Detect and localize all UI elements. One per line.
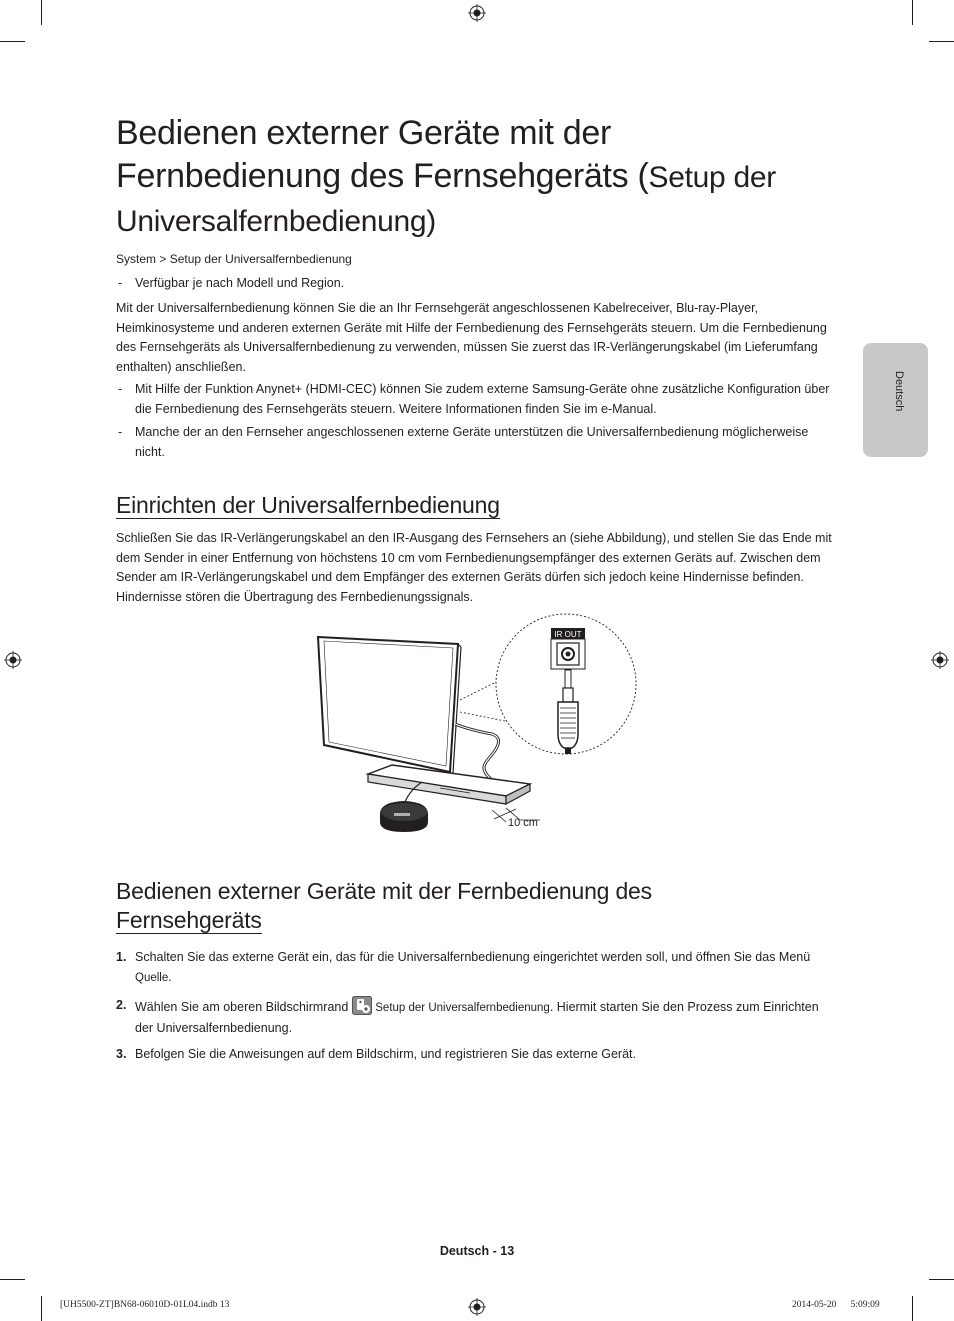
ir-extender-illustration [310, 612, 640, 837]
crop-mark [929, 41, 954, 42]
crop-mark [0, 1279, 25, 1280]
side-tab-label: Deutsch [893, 371, 905, 412]
page-title-line3: Universalfernbedienung [116, 205, 427, 238]
page-title-line2-small: Setup der [648, 161, 776, 194]
availability-note-text: Verfügbar je nach Modell und Region. [135, 276, 345, 290]
compatibility-note: - Manche der an den Fernseher angeschlossenen externe Geräte unterstützen die Universalfernbedienung möglicherweise nicht. [116, 423, 836, 462]
tv-illustration [318, 637, 461, 773]
menu-universal-remote-setup: Setup der Universalfernbedienung [375, 1002, 550, 1014]
registration-mark-icon [468, 4, 486, 22]
crop-mark [0, 41, 25, 42]
page-title-close: ) [426, 205, 436, 238]
page-title-line2: Fernbedienung des Fernsehgeräts ( [116, 157, 649, 195]
list-item: 2. Wählen Sie am oberen Bildschirmrand Setup der Universalfernbedienung. Hiermit starten Sie den Prozess zum Einrichten der Universalfernbedienung. [116, 998, 819, 1035]
anynet-note: - Mit Hilfe der Funktion Anynet+ (HDMI-CEC) können Sie zudem externe Samsung-Geräte ohne zusätzliche Konfiguration über die Fernbedienung des Fernsehgeräts steuern. Weitere Informationen finden Sie im e-Manual. [118, 382, 830, 416]
crop-mark [912, 1296, 913, 1321]
settings-remote-icon [352, 996, 372, 1015]
breadcrumb-root: System [116, 252, 157, 266]
anynet-note-text: Mit Hilfe der Funktion Anynet+ (HDMI-CEC) können Sie zudem externe Samsung-Geräte ohne zusätzliche Konfiguration über die Fernbedienung des Fernsehgeräts steuern. Weitere Informationen finden Sie im [135, 382, 830, 416]
section-heading-operate [116, 877, 652, 935]
step-number: 1. [116, 950, 127, 964]
file-info: [UH5500-ZT]BN68-06010D-01L04.indb 13 [60, 1300, 230, 1310]
page-title-line1: Bedienen externer Geräte mit der [116, 114, 612, 152]
setup-paragraph: Schließen Sie das IR-Verlängerungskabel an den IR-Ausgang des Fernsehers an (siehe Abbildung), und stellen Sie das Ende mit dem Sender in einer Entfernung von höchstens 10 cm vom Fernbedienungsempfänger des externen Geräts auf. Zwischen dem Sender am IR-Verlängerungskabel und dem Empfänger des externen Geräts dürfen sich jedoch keine Hindernisse befinden. Hindernisse stören die Übertragung des Fernbedienungssignals. [116, 531, 832, 604]
page-number: Deutsch - 13 [439, 1244, 515, 1258]
breadcrumb-item: Setup der Universalfernbedienung [169, 252, 352, 266]
step-number: 3. [116, 1047, 127, 1061]
distance-label: 10 cm [508, 817, 538, 829]
page-title [116, 112, 836, 243]
crop-mark [41, 0, 42, 25]
crop-mark [929, 1279, 954, 1280]
registration-mark-icon [4, 651, 22, 669]
menu-quelle: Quelle [135, 971, 169, 984]
breadcrumb-separator: > [159, 252, 167, 266]
ir-blaster-illustration [380, 801, 428, 832]
step-number: 2. [116, 998, 127, 1012]
crop-mark [912, 0, 913, 25]
date-info: 2014-05-20 5:09:09 [792, 1300, 880, 1310]
ir-out-label: IR OUT [554, 630, 582, 639]
breadcrumb [116, 252, 352, 266]
compatibility-note-text: Manche der an den Fernseher angeschlossenen externe Geräte unterstützen die Universalfernbedienung möglicherweise nicht. [135, 425, 809, 459]
language-side-tab [863, 343, 928, 457]
section-heading-operate-line2: Fernsehgeräts [116, 907, 262, 933]
section-heading-operate-line1: Bedienen externer Geräte mit der Fernbedienung des [116, 878, 652, 904]
emanual-reference: e-Manual [601, 401, 654, 416]
availability-note: - Verfügbar je nach Modell und Region. [116, 274, 836, 294]
list-item: 3. Befolgen Sie die Anweisungen auf dem Bildschirm, und registrieren Sie das externe Gerät. [116, 1045, 836, 1065]
registration-mark-icon [468, 1298, 486, 1316]
list-item: 1. Schalten Sie das externe Gerät ein, das für die Universalfernbedienung eingerichtet werden soll, und öffnen Sie das Menü Quelle. [116, 950, 811, 984]
crop-mark [41, 1296, 42, 1321]
intro-paragraph: Mit der Universalfernbedienung können Sie die an Ihr Fernsehgerät angeschlossenen Kabelreceiver, Blu-ray-Player, Heimkinosysteme und anderen externen Geräte mit Hilfe der Fernbedienung des Fernsehgeräts steuern. Um die Fernbedienung des Fernsehgeräts als Universalfernbedienung zu verwenden, müssen Sie zuerst das IR-Verlängerungskabel (im Lieferumfang enthalten) anschließen. [116, 301, 827, 374]
section-heading-setup: Einrichten der Universalfernbedienung [116, 492, 500, 518]
registration-mark-icon [931, 651, 949, 669]
